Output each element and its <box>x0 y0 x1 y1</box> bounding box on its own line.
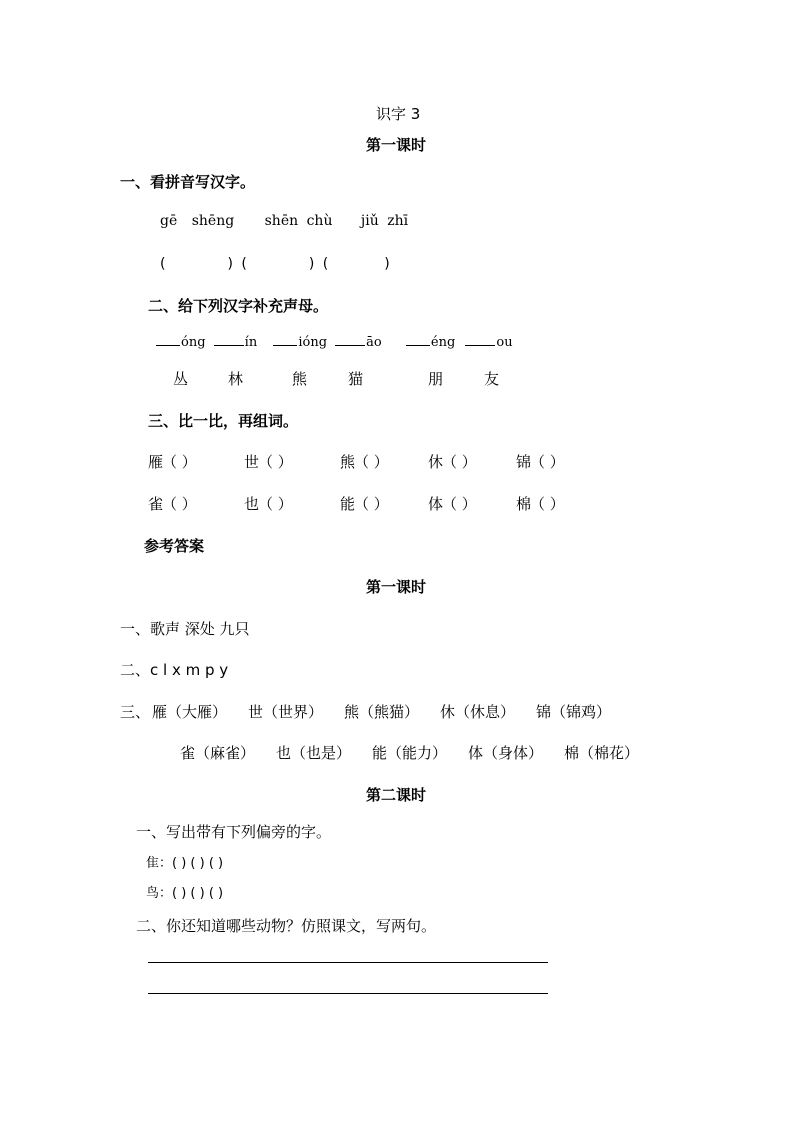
answer-3-label: 三、 <box>120 703 151 721</box>
q3-row1-char-2: 世 <box>244 453 260 471</box>
q3-row2-char-1: 雀 <box>148 495 164 513</box>
answers-heading: 参考答案 <box>144 537 205 555</box>
q3-row2-paren-5: （ ） <box>530 495 565 513</box>
q2-char-5: 朋 <box>428 370 444 388</box>
answer-3-row1-4: 休（休息） <box>440 703 516 721</box>
final-6: ou <box>496 335 513 350</box>
answers-lesson1-heading: 第一课时 <box>366 578 427 596</box>
q3-row2-char-2: 也 <box>244 495 260 513</box>
answer-3-row2-1: 雀（麻雀） <box>180 744 256 762</box>
q3-row2-paren-2: （ ） <box>258 495 293 513</box>
answer-2: 二、c l x m p y <box>120 661 229 679</box>
lesson2-q1-heading: 一、写出带有下列偏旁的字。 <box>136 823 332 841</box>
answer-3-row1-5: 锦（锦鸡） <box>536 703 612 721</box>
q3-row1-paren-1: （ ） <box>162 453 197 471</box>
paren-close-1: ) <box>227 256 233 272</box>
q3-row2-paren-3: （ ） <box>354 495 389 513</box>
q3-row2-paren-1: （ ） <box>162 495 197 513</box>
q2-char-6: 友 <box>484 370 500 388</box>
pinyin-2: shēng <box>191 213 235 229</box>
paren-close-3: ) <box>384 256 390 272</box>
lesson2-q2-heading: 二、你还知道哪些动物？仿照课文，写两句。 <box>136 917 437 935</box>
answer-3-row1-2: 世（世界） <box>248 703 324 721</box>
writing-line-2 <box>148 993 548 994</box>
q3-row1-char-1: 雁 <box>148 453 164 471</box>
pinyin-6: zhī <box>387 213 409 229</box>
q3-row1-paren-4: （ ） <box>442 453 477 471</box>
q3-row1-paren-5: （ ） <box>530 453 565 471</box>
q1-heading: 一、看拼音写汉字。 <box>120 173 256 191</box>
q2-char-3: 熊 <box>292 370 308 388</box>
answer-3-row1-1: 雁（大雁） <box>152 703 228 721</box>
final-2: ín <box>244 335 258 350</box>
writing-line-1 <box>148 962 548 963</box>
q2-char-4: 猫 <box>348 370 364 388</box>
lesson1-heading: 第一课时 <box>366 136 427 154</box>
q2-char-1: 丛 <box>173 370 189 388</box>
q3-row1-paren-2: （ ） <box>258 453 293 471</box>
answer-3-row2-5: 棉（棉花） <box>564 744 640 762</box>
pinyin-4: chù <box>306 213 333 229</box>
q3-row2-char-5: 棉 <box>516 495 532 513</box>
answer-3-row2-4: 体（身体） <box>468 744 544 762</box>
answer-3-row1-3: 熊（熊猫） <box>344 703 420 721</box>
q3-heading: 三、比一比，再组词。 <box>148 412 299 430</box>
final-1: óng <box>181 335 206 350</box>
pinyin-row <box>160 213 408 229</box>
pinyin-3: shēn <box>264 213 299 229</box>
paren-open-1: ( <box>160 256 166 272</box>
lesson2-q1-row2: 鸟：( ) ( ) ( ) <box>146 886 224 901</box>
paren-open-2: ( <box>241 256 247 272</box>
q3-row2-char-3: 能 <box>340 495 356 513</box>
lesson2-q1-row1: 隹：( ) ( ) ( ) <box>146 856 224 871</box>
q3-row1-char-3: 熊 <box>340 453 356 471</box>
q2-heading: 二、给下列汉字补充声母。 <box>148 297 329 315</box>
finals-row <box>156 333 513 350</box>
paren-close-2: ) <box>308 256 315 272</box>
final-3: ióng <box>298 335 328 350</box>
q3-row1-char-5: 锦 <box>516 453 532 471</box>
q3-row2-paren-4: （ ） <box>442 495 477 513</box>
lesson2-heading: 第二课时 <box>366 786 427 804</box>
answer-3-row2-3: 能（能力） <box>372 744 448 762</box>
paren-open-3: ( <box>322 256 329 272</box>
final-5: éng <box>430 335 456 350</box>
q3-row1-char-4: 休 <box>428 453 444 471</box>
page-title: 识字 3 <box>376 105 421 123</box>
q2-char-2: 林 <box>228 370 244 388</box>
q1-blank-row <box>160 256 390 272</box>
final-4: āo <box>366 335 382 350</box>
pinyin-5: jiǔ <box>360 213 379 229</box>
q3-row1-paren-3: （ ） <box>354 453 389 471</box>
answer-1: 一、歌声 深处 九只 <box>120 620 250 638</box>
pinyin-1: gē <box>160 213 178 229</box>
q3-row2-char-4: 体 <box>428 495 444 513</box>
answer-3-row2-2: 也（也是） <box>276 744 352 762</box>
